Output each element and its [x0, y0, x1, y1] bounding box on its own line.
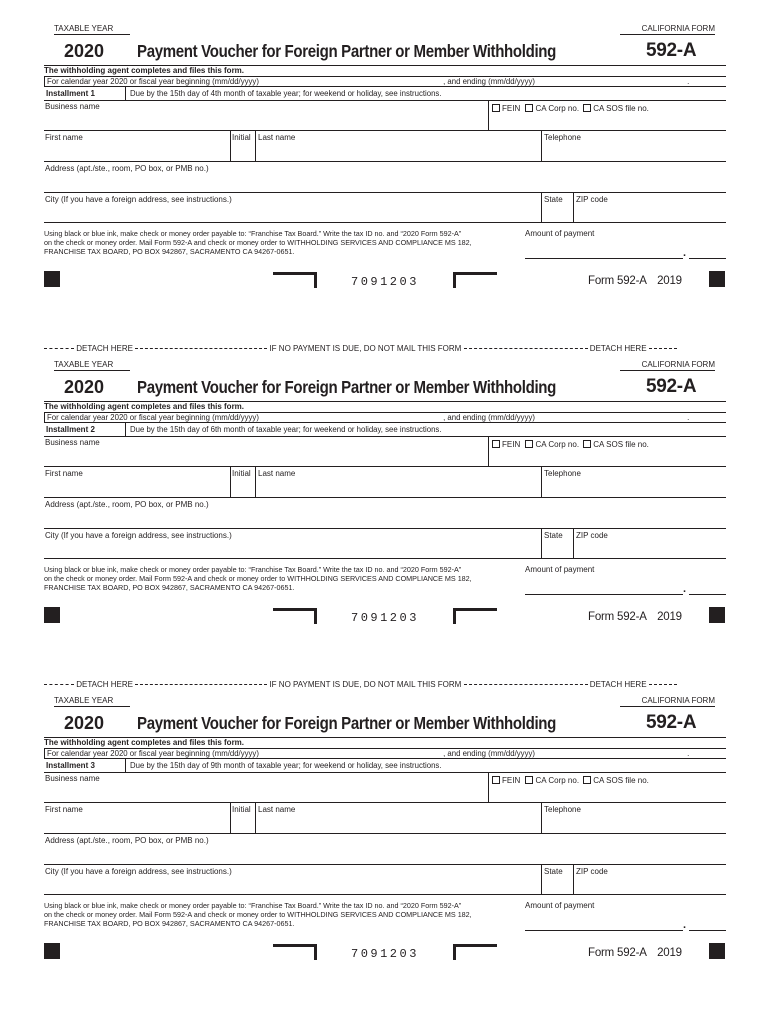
ca-corp-label: CA Corp no. — [535, 776, 580, 785]
amount-decimal-point: . — [683, 583, 687, 595]
dash-segment — [44, 684, 74, 685]
mailing-instructions — [44, 901, 514, 928]
calendar-text-end: , and ending (mm/dd/yyyy) — [443, 77, 535, 86]
detach-line — [44, 680, 726, 690]
divider — [573, 865, 574, 895]
installment-label: Installment 2 — [44, 423, 126, 437]
ca-sos-label: CA SOS file no. — [593, 776, 649, 785]
fein-label: FEIN — [502, 440, 521, 449]
detach-middle-label: IF NO PAYMENT IS DUE, DO NOT MAIL THIS FORM — [269, 344, 462, 353]
last-name-label: Last name — [258, 133, 296, 142]
dash-segment — [464, 348, 588, 349]
divider — [488, 101, 489, 131]
telephone-field[interactable] — [544, 143, 724, 161]
business-name-label: Business name — [45, 438, 100, 447]
fiscal-end-date-field[interactable] — [537, 77, 690, 87]
footer-form-number — [588, 275, 682, 287]
payment-voucher-2 — [0, 360, 770, 696]
california-form-label: CALIFORNIA FORM — [620, 24, 715, 35]
divider — [230, 131, 231, 162]
amount-cents-field[interactable] — [689, 246, 726, 259]
telephone-field[interactable] — [544, 479, 724, 497]
first-name-field[interactable] — [45, 143, 228, 161]
city-label: City (If you have a foreign address, see instructions.) — [45, 195, 232, 204]
state-label: State — [544, 195, 563, 204]
address-label: Address (apt./ste., room, PO box, or PMB no.) — [45, 164, 209, 173]
amount-of-payment-label: Amount of payment — [525, 901, 595, 910]
amount-dollars-field[interactable] — [525, 918, 683, 931]
city-row — [44, 529, 726, 559]
zip-code-field[interactable] — [576, 541, 724, 558]
city-row — [44, 193, 726, 223]
address-label: Address (apt./ste., room, PO box, or PMB no.) — [45, 500, 209, 509]
installment-label: Installment 3 — [44, 759, 126, 773]
city-label: City (If you have a foreign address, see instructions.) — [45, 867, 232, 876]
form-number: 592-A — [646, 712, 697, 733]
installment-row — [44, 87, 726, 101]
state-label: State — [544, 867, 563, 876]
detach-middle-label: IF NO PAYMENT IS DUE, DO NOT MAIL THIS FORM — [269, 680, 462, 689]
registration-mark — [44, 943, 60, 959]
amount-cents-field[interactable] — [689, 918, 726, 931]
divider — [541, 131, 542, 162]
calendar-text-begin: For calendar year 2020 or fiscal year beginning (mm/dd/yyyy) — [47, 77, 259, 86]
california-form-label: CALIFORNIA FORM — [620, 360, 715, 371]
address-row — [44, 498, 726, 529]
fein-checkbox[interactable] — [492, 776, 500, 784]
instructions-line-3: FRANCHISE TAX BOARD, PO BOX 942867, SACRAMENTO CA 94267-0651. — [44, 247, 295, 256]
address-field[interactable] — [45, 174, 723, 192]
form-title: Payment Voucher for Foreign Partner or Member Withholding — [137, 713, 556, 733]
instructions-line-1: Using black or blue ink, make check or money order payable to: “Franchise Tax Board.” Write the tax ID no. and “2020 Form 592-A” — [44, 901, 462, 910]
calendar-text-end: , and ending (mm/dd/yyyy) — [443, 413, 535, 422]
dash-segment — [135, 684, 267, 685]
registration-mark — [709, 607, 725, 623]
zip-code-label: ZIP code — [576, 867, 608, 876]
divider — [488, 773, 489, 803]
zip-code-label: ZIP code — [576, 195, 608, 204]
address-field[interactable] — [45, 510, 723, 528]
tax-year: 2020 — [64, 41, 105, 61]
mailing-instructions — [44, 229, 514, 256]
fiscal-end-date-field[interactable] — [537, 413, 690, 423]
ca-corp-label: CA Corp no. — [535, 440, 580, 449]
payment-voucher-3 — [0, 696, 770, 1024]
scan-bracket-right — [453, 944, 497, 960]
address-field[interactable] — [45, 846, 723, 864]
fein-checkbox[interactable] — [492, 440, 500, 448]
amount-of-payment-label: Amount of payment — [525, 229, 595, 238]
scan-code: 7091203 — [351, 947, 419, 961]
business-name-field[interactable] — [45, 784, 486, 802]
scan-bracket-left — [273, 944, 317, 960]
zip-code-label: ZIP code — [576, 531, 608, 540]
detach-left-label: DETACH HERE — [76, 344, 133, 353]
divider — [255, 131, 256, 162]
footer-form-label: Form 592-A — [588, 275, 647, 287]
detach-left-label: DETACH HERE — [76, 680, 133, 689]
divider — [573, 529, 574, 559]
dash-segment — [135, 348, 267, 349]
id-type-options — [492, 776, 649, 785]
telephone-label: Telephone — [544, 805, 581, 814]
initial-label: Initial — [232, 469, 251, 478]
first-name-field[interactable] — [45, 479, 228, 497]
amount-of-payment-label: Amount of payment — [525, 565, 595, 574]
agent-note: The withholding agent completes and files this form. — [44, 402, 245, 411]
calendar-year-row — [44, 748, 726, 759]
id-type-options — [492, 440, 649, 449]
form-title: Payment Voucher for Foreign Partner or Member Withholding — [137, 377, 556, 397]
installment-due-text: Due by the 15th day of 6th month of taxable year; for weekend or holiday, see instructions. — [130, 425, 442, 434]
ca-corp-checkbox[interactable] — [525, 776, 533, 784]
name-row — [44, 131, 726, 162]
state-label: State — [544, 531, 563, 540]
california-form-label: CALIFORNIA FORM — [620, 696, 715, 707]
city-row — [44, 865, 726, 895]
calendar-period: . — [687, 77, 690, 86]
business-name-row — [44, 101, 726, 131]
instructions-line-2: on the check or money order. Mail Form 592-A and check or money order to WITHHOLDING SERVICES AND COMPLIANCE MS 182, — [44, 910, 472, 919]
installment-due-text: Due by the 15th day of 9th month of taxable year; for weekend or holiday, see instructions. — [130, 761, 442, 770]
dash-segment — [44, 348, 74, 349]
business-name-label: Business name — [45, 774, 100, 783]
footer-form-label: Form 592-A — [588, 611, 647, 623]
calendar-period: . — [687, 749, 690, 758]
taxable-year-label: TAXABLE YEAR — [54, 696, 130, 707]
zip-code-field[interactable] — [576, 205, 724, 222]
tax-year: 2020 — [64, 377, 105, 397]
calendar-text-begin: For calendar year 2020 or fiscal year beginning (mm/dd/yyyy) — [47, 749, 259, 758]
installment-label: Installment 1 — [44, 87, 126, 101]
form-number: 592-A — [646, 40, 697, 61]
dash-segment — [649, 348, 677, 349]
scan-bracket-right — [453, 608, 497, 624]
fein-label: FEIN — [502, 104, 521, 113]
taxable-year-label: TAXABLE YEAR — [54, 360, 130, 371]
detach-line — [44, 344, 726, 354]
calendar-text-end: , and ending (mm/dd/yyyy) — [443, 749, 535, 758]
footer-revision-year: 2019 — [657, 611, 682, 623]
installment-due-text: Due by the 15th day of 4th month of taxable year; for weekend or holiday, see instructions. — [130, 89, 442, 98]
divider — [573, 193, 574, 223]
divider — [541, 529, 542, 559]
first-name-label: First name — [45, 805, 83, 814]
telephone-field[interactable] — [544, 815, 724, 833]
detach-right-label: DETACH HERE — [589, 680, 647, 689]
fiscal-begin-date-field[interactable] — [261, 751, 443, 759]
divider — [255, 803, 256, 834]
telephone-label: Telephone — [544, 469, 581, 478]
divider — [541, 803, 542, 834]
agent-note: The withholding agent completes and files this form. — [44, 66, 245, 75]
business-name-label: Business name — [45, 102, 100, 111]
amount-cents-field[interactable] — [689, 582, 726, 595]
address-row — [44, 834, 726, 865]
scan-code: 7091203 — [351, 275, 419, 289]
divider — [541, 865, 542, 895]
tax-year: 2020 — [64, 713, 105, 733]
address-row — [44, 162, 726, 193]
payment-voucher-1 — [0, 24, 770, 360]
business-name-field[interactable] — [45, 448, 486, 466]
state-field[interactable] — [544, 205, 571, 222]
installment-row — [44, 759, 726, 773]
city-label: City (If you have a foreign address, see instructions.) — [45, 531, 232, 540]
state-field[interactable] — [544, 877, 571, 894]
last-name-label: Last name — [258, 469, 296, 478]
amount-dollars-field[interactable] — [525, 582, 683, 595]
detach-right-label: DETACH HERE — [589, 344, 647, 353]
business-name-field[interactable] — [45, 112, 486, 130]
amount-decimal-point: . — [683, 919, 687, 931]
fein-checkbox[interactable] — [492, 104, 500, 112]
scan-bracket-left — [273, 272, 317, 288]
footer-revision-year: 2019 — [657, 275, 682, 287]
city-field[interactable] — [45, 541, 539, 558]
zip-code-field[interactable] — [576, 877, 724, 894]
ca-sos-label: CA SOS file no. — [593, 440, 649, 449]
divider — [230, 803, 231, 834]
initial-field[interactable] — [232, 815, 254, 833]
amount-dollars-field[interactable] — [525, 246, 683, 259]
scan-code: 7091203 — [351, 611, 419, 625]
amount-decimal-point: . — [683, 247, 687, 259]
calendar-year-row — [44, 412, 726, 423]
instructions-line-1: Using black or blue ink, make check or money order payable to: “Franchise Tax Board.” Write the tax ID no. and “2020 Form 592-A” — [44, 229, 462, 238]
divider — [541, 193, 542, 223]
initial-label: Initial — [232, 133, 251, 142]
business-name-row — [44, 437, 726, 467]
first-name-field[interactable] — [45, 815, 228, 833]
taxable-year-label: TAXABLE YEAR — [54, 24, 130, 35]
initial-field[interactable] — [232, 479, 254, 497]
divider — [541, 467, 542, 498]
registration-mark — [709, 271, 725, 287]
scan-bracket-left — [273, 608, 317, 624]
form-number: 592-A — [646, 376, 697, 397]
mailing-instructions — [44, 565, 514, 592]
instructions-line-3: FRANCHISE TAX BOARD, PO BOX 942867, SACRAMENTO CA 94267-0651. — [44, 919, 295, 928]
ca-sos-checkbox[interactable] — [583, 776, 591, 784]
calendar-year-row — [44, 76, 726, 87]
city-field[interactable] — [45, 877, 539, 894]
initial-field[interactable] — [232, 143, 254, 161]
name-row — [44, 467, 726, 498]
installment-row — [44, 423, 726, 437]
calendar-text-begin: For calendar year 2020 or fiscal year beginning (mm/dd/yyyy) — [47, 413, 259, 422]
city-field[interactable] — [45, 205, 539, 222]
calendar-period: . — [687, 413, 690, 422]
telephone-label: Telephone — [544, 133, 581, 142]
business-name-row — [44, 773, 726, 803]
instructions-line-3: FRANCHISE TAX BOARD, PO BOX 942867, SACRAMENTO CA 94267-0651. — [44, 583, 295, 592]
fiscal-begin-date-field[interactable] — [261, 79, 443, 87]
ca-corp-label: CA Corp no. — [535, 104, 580, 113]
footer-form-number — [588, 611, 682, 623]
registration-mark — [44, 607, 60, 623]
last-name-field[interactable] — [258, 479, 540, 497]
name-row — [44, 803, 726, 834]
initial-label: Initial — [232, 805, 251, 814]
footer-form-label: Form 592-A — [588, 947, 647, 959]
agent-note: The withholding agent completes and files this form. — [44, 738, 245, 747]
ca-corp-checkbox[interactable] — [525, 104, 533, 112]
first-name-label: First name — [45, 133, 83, 142]
instructions-line-1: Using black or blue ink, make check or money order payable to: “Franchise Tax Board.” Write the tax ID no. and “2020 Form 592-A” — [44, 565, 462, 574]
ca-sos-label: CA SOS file no. — [593, 104, 649, 113]
state-field[interactable] — [544, 541, 571, 558]
fiscal-end-date-field[interactable] — [537, 749, 690, 759]
footer-form-number — [588, 947, 682, 959]
divider — [488, 437, 489, 467]
first-name-label: First name — [45, 469, 83, 478]
ca-sos-checkbox[interactable] — [583, 440, 591, 448]
last-name-field[interactable] — [258, 143, 540, 161]
dash-segment — [464, 684, 588, 685]
divider — [230, 467, 231, 498]
instructions-line-2: on the check or money order. Mail Form 592-A and check or money order to WITHHOLDING SERVICES AND COMPLIANCE MS 182, — [44, 238, 472, 247]
form-title: Payment Voucher for Foreign Partner or Member Withholding — [137, 41, 556, 61]
last-name-label: Last name — [258, 805, 296, 814]
footer-revision-year: 2019 — [657, 947, 682, 959]
ca-corp-checkbox[interactable] — [525, 440, 533, 448]
dash-segment — [649, 684, 677, 685]
instructions-line-2: on the check or money order. Mail Form 592-A and check or money order to WITHHOLDING SERVICES AND COMPLIANCE MS 182, — [44, 574, 472, 583]
ca-sos-checkbox[interactable] — [583, 104, 591, 112]
registration-mark — [709, 943, 725, 959]
id-type-options — [492, 104, 649, 113]
divider — [255, 467, 256, 498]
fiscal-begin-date-field[interactable] — [261, 415, 443, 423]
registration-mark — [44, 271, 60, 287]
last-name-field[interactable] — [258, 815, 540, 833]
address-label: Address (apt./ste., room, PO box, or PMB no.) — [45, 836, 209, 845]
scan-bracket-right — [453, 272, 497, 288]
fein-label: FEIN — [502, 776, 521, 785]
